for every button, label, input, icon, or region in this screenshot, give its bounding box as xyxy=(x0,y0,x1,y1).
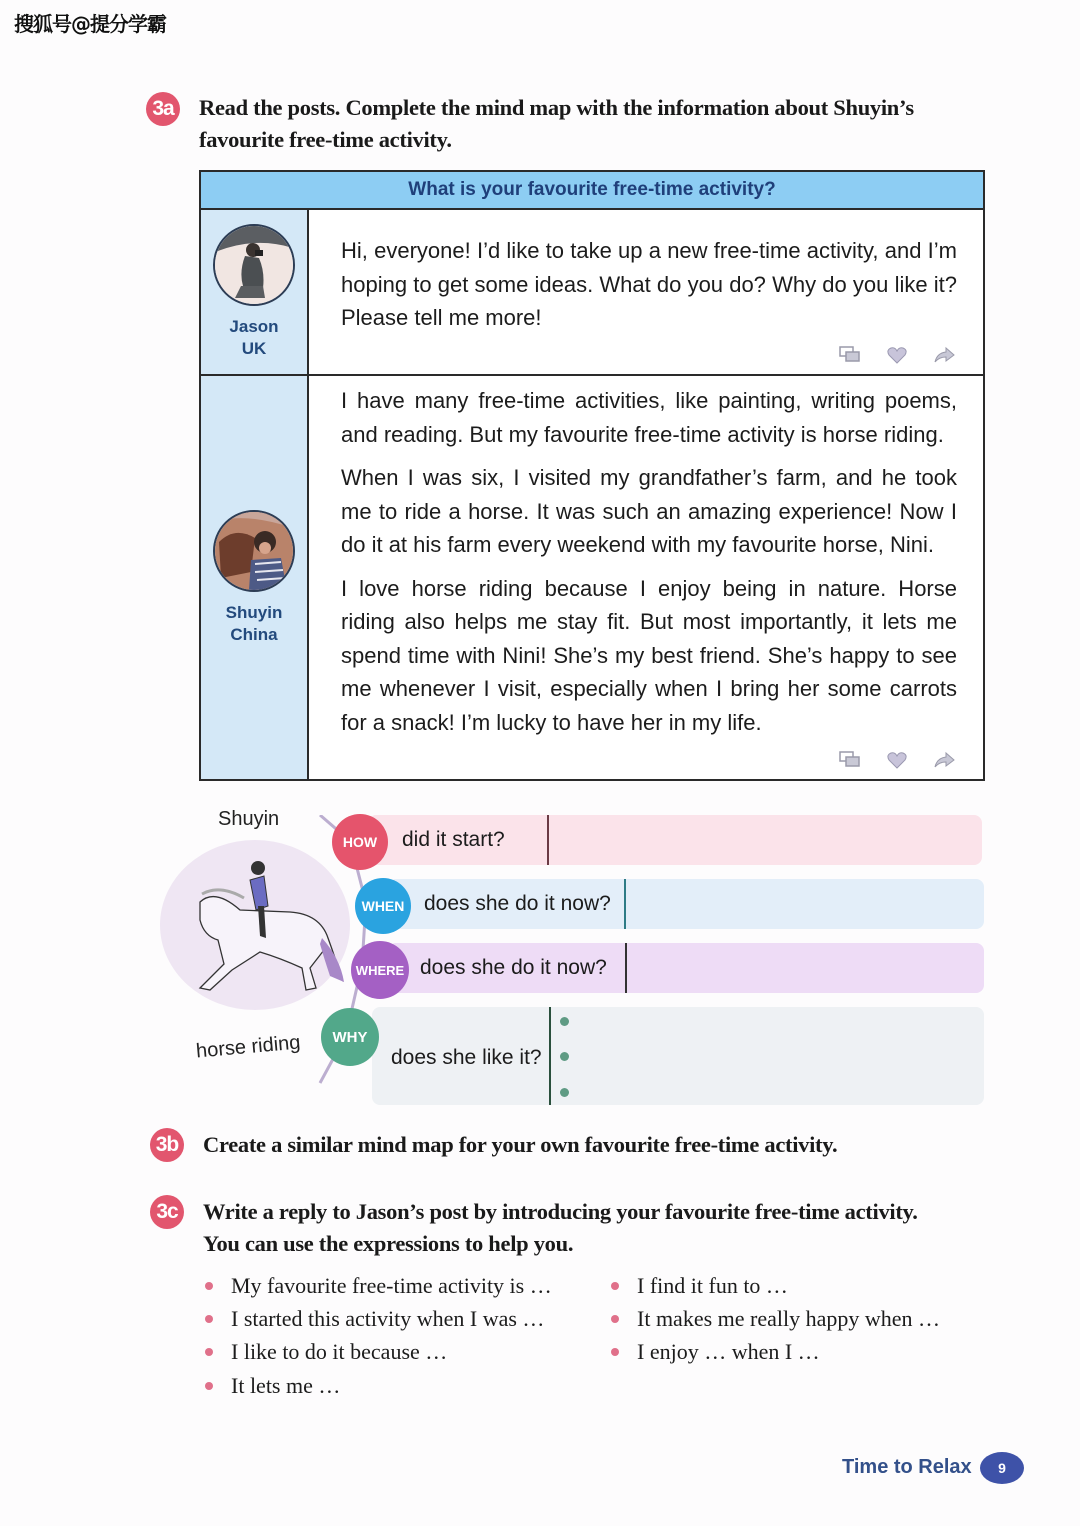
post-shuyin xyxy=(201,376,983,779)
expression-item xyxy=(205,1339,447,1365)
bullet-dot xyxy=(560,1017,569,1026)
branch-tag-where: WHERE xyxy=(351,941,409,999)
author-name: Shuyin xyxy=(225,602,283,622)
task-3c-line2: You can use the expressions to help you. xyxy=(203,1231,574,1256)
expression-item xyxy=(611,1339,820,1365)
mind-map-person: Shuyin xyxy=(218,808,280,830)
bullet-dot xyxy=(611,1282,619,1290)
heart-icon[interactable] xyxy=(887,346,907,364)
mind-map-bar-how xyxy=(368,815,982,865)
expression-item xyxy=(205,1273,552,1299)
author-country: China xyxy=(230,624,278,644)
forum-thread xyxy=(199,170,985,781)
bar-divider xyxy=(547,815,549,865)
bullet-dot xyxy=(205,1348,213,1356)
branch-tag-why: WHY xyxy=(321,1008,379,1066)
task-3c-line1: Write a reply to Jason’s post by introducing your favourite free-time activity. xyxy=(203,1199,918,1224)
post-actions xyxy=(839,749,957,771)
task-3a-line2: favourite free-time activity. xyxy=(199,127,452,152)
task-3b-instruction: Create a similar mind map for your own favourite free-time activity. xyxy=(203,1132,838,1157)
bullet-dot xyxy=(205,1282,213,1290)
avatar-jason xyxy=(213,224,295,306)
expression-item xyxy=(611,1306,940,1332)
expression-text: I like to do it because … xyxy=(231,1339,448,1364)
post-paragraph: Hi, everyone! I’d like to take up a new free-time activity, and I’m hoping to get some ideas. What do you do? Why do you like it? Please tell me more! xyxy=(341,238,957,330)
expression-text: It makes me really happy when … xyxy=(637,1306,941,1331)
expression-text: I enjoy … when I … xyxy=(637,1339,820,1364)
task-3a-line1: Read the posts. Complete the mind map with the information about Shuyin’s xyxy=(199,95,914,120)
expression-text: I started this activity when I was … xyxy=(231,1306,545,1331)
unit-title: Time to Relax xyxy=(842,1456,972,1478)
comment-icon[interactable] xyxy=(839,346,861,364)
post-author-jason xyxy=(201,210,309,374)
author-jason xyxy=(229,316,278,360)
page-number: 9 xyxy=(980,1452,1024,1484)
task-badge-3c: 3c xyxy=(150,1195,184,1229)
share-icon[interactable] xyxy=(933,346,955,364)
avatar-shuyin xyxy=(213,510,295,592)
author-name: Jason xyxy=(229,317,279,336)
task-3c-instruction xyxy=(203,1196,1003,1260)
post-content xyxy=(309,210,983,374)
expression-item xyxy=(205,1373,340,1399)
heart-icon[interactable] xyxy=(887,751,907,769)
post-author-shuyin xyxy=(201,376,309,779)
mind-map-bar-where xyxy=(388,943,984,993)
post-jason xyxy=(201,210,983,376)
post-paragraph: I have many free-time activities, like painting, writing poems, and reading. But my favourite free-time activity is horse riding. xyxy=(341,388,957,447)
forum-title: What is your favourite free-time activity? xyxy=(201,172,983,210)
girl-with-horse-photo-icon xyxy=(215,512,293,590)
bullet-dot xyxy=(560,1052,569,1061)
expression-text: My favourite free-time activity is … xyxy=(231,1273,552,1298)
photographer-photo-icon xyxy=(215,226,293,304)
branch-question: did it start? xyxy=(402,828,505,851)
post-content xyxy=(309,376,983,779)
author-country: UK xyxy=(241,339,267,358)
bar-divider xyxy=(549,1007,551,1105)
bullet-dot xyxy=(205,1315,213,1323)
bar-divider xyxy=(624,879,626,929)
branch-tag-how: HOW xyxy=(332,814,388,870)
author-shuyin xyxy=(226,602,283,646)
mind-map-bar-when xyxy=(388,879,984,929)
expression-text: I find it fun to … xyxy=(637,1273,788,1298)
post-paragraph: When I was six, I visited my grandfather’s farm, and he took me to ride a horse. It was such an amazing experience! Now I do it at his farm every weekend with my favourite horse, Nini. xyxy=(341,465,957,557)
comment-icon[interactable] xyxy=(839,751,861,769)
mind-map-activity: horse riding xyxy=(195,1031,302,1063)
bullet-dot xyxy=(611,1348,619,1356)
post-paragraph: I love horse riding because I enjoy being in nature. Horse riding also helps me stay fit. But most importantly, it lets me spend time with Nini! She’s my best friend. She’s happy to see me whenever I visit, especially when I bring her some carrots for a snack! I’m lucky to have her in my life. xyxy=(341,575,957,735)
branch-question: does she like it? xyxy=(391,1046,542,1069)
branch-tag-when: WHEN xyxy=(355,878,411,934)
share-icon[interactable] xyxy=(933,751,955,769)
task-badge-3b: 3b xyxy=(150,1128,184,1162)
task-3a-instruction xyxy=(199,92,999,156)
task-badge-3a: 3a xyxy=(146,92,180,126)
bullet-dot xyxy=(560,1088,569,1097)
expression-text: It lets me … xyxy=(231,1373,341,1398)
watermark: 搜狐号@提分学霸 xyxy=(14,12,166,36)
bullet-dot xyxy=(205,1382,213,1390)
bar-divider xyxy=(625,943,627,993)
branch-question: does she do it now? xyxy=(424,892,611,915)
mind-map-bar-why xyxy=(372,1007,984,1105)
post-actions xyxy=(839,344,957,366)
expression-item xyxy=(205,1306,544,1332)
expression-item xyxy=(611,1273,788,1299)
branch-question: does she do it now? xyxy=(420,956,607,979)
bullet-dot xyxy=(611,1315,619,1323)
